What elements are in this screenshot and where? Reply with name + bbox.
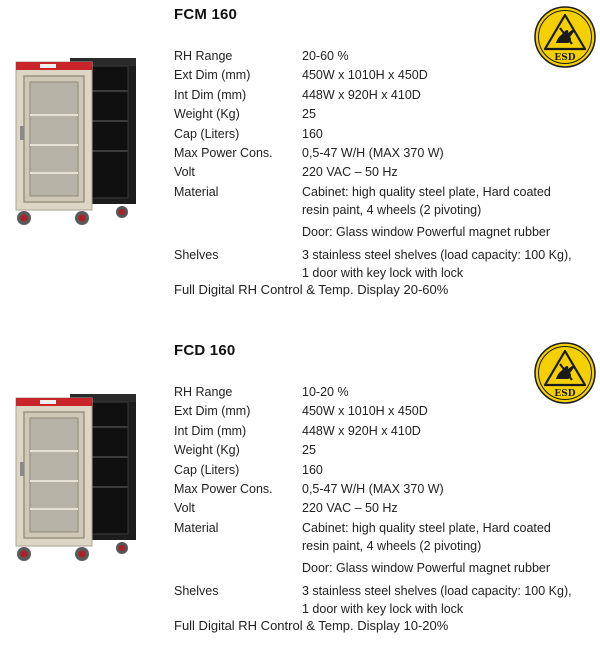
spec-row-int-dim (174, 423, 594, 440)
product-section-fcd160 (0, 336, 600, 656)
spec-value: 25 (302, 107, 316, 122)
spec-row-power (174, 481, 594, 498)
spec-row-capacity (174, 126, 594, 143)
esd-badge-text: ESD (554, 53, 576, 63)
spec-row-shelves (174, 247, 594, 282)
product-footer-note: Full Digital RH Control & Temp. Display 20-60% (174, 282, 449, 297)
spec-label: Cap (Liters) (174, 126, 240, 141)
spec-table (174, 384, 594, 620)
spec-row-volt (174, 500, 594, 517)
shelves-line: 3 stainless steel shelves (load capacity: 100 Kg), (302, 247, 572, 262)
spec-row-rh-range (174, 384, 594, 401)
material-door-line: Door: Glass window Powerful magnet rubber (302, 224, 551, 239)
spec-value (302, 184, 594, 241)
spec-label: Material (174, 520, 219, 535)
spec-value: 10-20 % (302, 385, 349, 399)
spec-label: Shelves (174, 583, 219, 598)
spec-label: Weight (Kg) (174, 107, 240, 122)
spec-row-ext-dim (174, 403, 594, 420)
spec-value: 160 (302, 462, 323, 477)
spec-label: Shelves (174, 247, 219, 262)
spec-row-material (174, 184, 594, 241)
spec-value: 448W x 920H x 410D (302, 87, 421, 102)
spec-value: 220 VAC – 50 Hz (302, 501, 398, 516)
spec-label: Max Power Cons. (174, 481, 273, 496)
spec-label: Ext Dim (mm) (174, 68, 251, 83)
spec-label: Int Dim (mm) (174, 87, 247, 102)
esd-warning-icon (534, 6, 596, 68)
esd-warning-icon (534, 342, 596, 404)
spec-label: Ext Dim (mm) (174, 404, 251, 419)
product-title: FCD 160 (174, 342, 236, 359)
spec-row-weight (174, 442, 594, 459)
spec-value (302, 583, 594, 618)
spec-value (302, 247, 594, 282)
shelves-line: 3 stainless steel shelves (load capacity: 100 Kg), (302, 583, 572, 598)
spec-row-weight (174, 106, 594, 123)
spec-value: 450W x 1010H x 450D (302, 404, 428, 419)
product-footer-note: Full Digital RH Control & Temp. Display 10-20% (174, 618, 449, 633)
spec-row-power (174, 145, 594, 162)
shelves-line: 1 door with key lock with lock (302, 265, 464, 280)
spec-value: 0,5-47 W/H (MAX 370 W) (302, 481, 444, 496)
spec-value: 220 VAC – 50 Hz (302, 165, 398, 180)
material-line: resin paint, 4 wheels (2 pivoting) (302, 538, 482, 553)
shelves-line: 1 door with key lock with lock (302, 601, 464, 616)
product-title: FCM 160 (174, 6, 238, 23)
spec-label: RH Range (174, 49, 233, 63)
spec-label: Int Dim (mm) (174, 423, 247, 438)
spec-label: Cap (Liters) (174, 462, 240, 477)
spec-row-material (174, 520, 594, 577)
spec-value: 20-60 % (302, 49, 349, 63)
spec-row-rh-range (174, 48, 594, 65)
spec-label: Weight (Kg) (174, 443, 240, 458)
spec-label: Max Power Cons. (174, 145, 273, 160)
spec-label: Volt (174, 165, 195, 180)
material-line: resin paint, 4 wheels (2 pivoting) (302, 202, 482, 217)
dry-cabinet-image (10, 52, 145, 232)
spec-value: 450W x 1010H x 450D (302, 68, 428, 83)
dry-cabinet-image (10, 388, 145, 568)
spec-row-ext-dim (174, 67, 594, 84)
spec-label: Material (174, 184, 219, 199)
esd-badge-text: ESD (554, 389, 576, 399)
spec-value: 25 (302, 443, 316, 458)
spec-table (174, 48, 594, 284)
spec-row-volt (174, 164, 594, 181)
spec-value: 448W x 920H x 410D (302, 423, 421, 438)
spec-value (302, 520, 594, 577)
spec-value: 160 (302, 126, 323, 141)
product-section-fcm160 (0, 0, 600, 320)
material-line: Cabinet: high quality steel plate, Hard coated (302, 184, 551, 199)
spec-value: 0,5-47 W/H (MAX 370 W) (302, 145, 444, 160)
spec-label: Volt (174, 501, 195, 516)
spec-label: RH Range (174, 385, 233, 399)
material-door-line: Door: Glass window Powerful magnet rubber (302, 560, 551, 575)
spec-row-capacity (174, 462, 594, 479)
spec-row-int-dim (174, 87, 594, 104)
spec-row-shelves (174, 583, 594, 618)
material-line: Cabinet: high quality steel plate, Hard coated (302, 520, 551, 535)
